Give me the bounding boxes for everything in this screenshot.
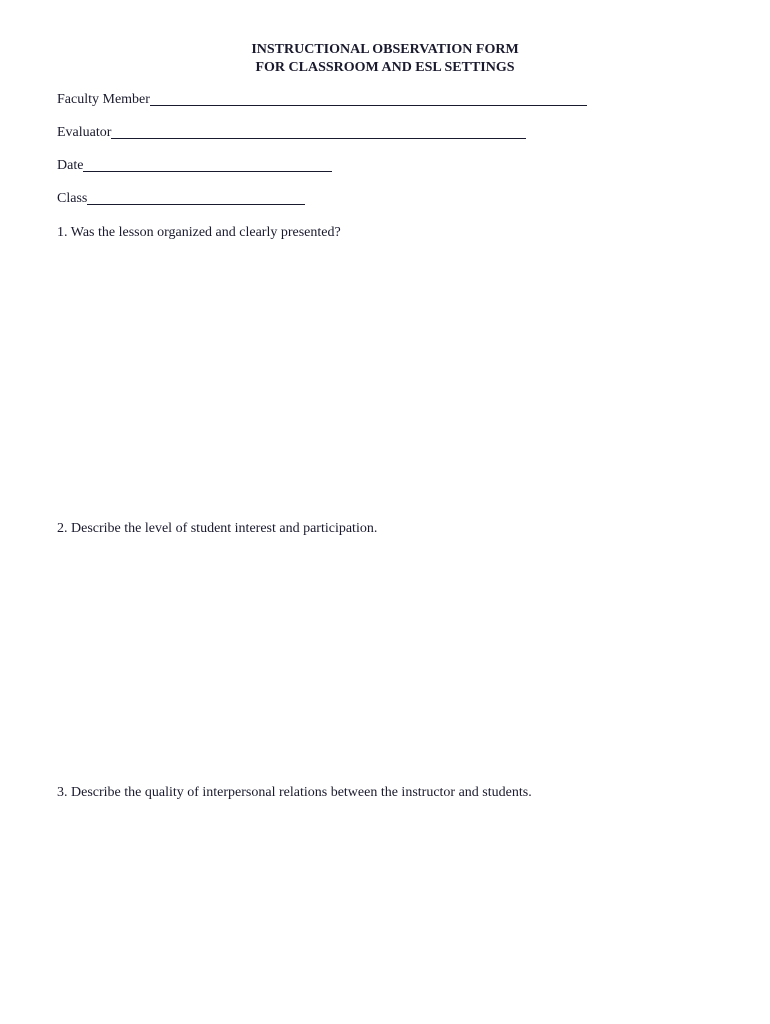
- question-1: 1. Was the lesson organized and clearly presented?: [57, 225, 341, 240]
- date-field: [57, 157, 332, 175]
- date-input[interactable]: [83, 158, 332, 172]
- faculty-member-field: [57, 91, 587, 109]
- class-field: [57, 190, 305, 208]
- evaluator-field: [57, 124, 526, 142]
- faculty-member-input[interactable]: [150, 92, 587, 106]
- evaluator-label: Evaluator: [57, 125, 112, 140]
- answer-area-3[interactable]: [57, 806, 713, 1006]
- question-3: 3. Describe the quality of interpersonal relations between the instructor and students.: [57, 785, 532, 800]
- question-2: 2. Describe the level of student interest and participation.: [57, 521, 378, 536]
- evaluator-input[interactable]: [111, 125, 526, 139]
- class-label: Class: [57, 191, 88, 206]
- class-input[interactable]: [87, 191, 305, 205]
- answer-area-1[interactable]: [57, 246, 713, 510]
- faculty-member-label: Faculty Member: [57, 92, 150, 107]
- answer-area-2[interactable]: [57, 542, 713, 774]
- form-title-line-2: FOR CLASSROOM AND ESL SETTINGS: [255, 60, 515, 75]
- date-label: Date: [57, 158, 84, 173]
- form-title-line-1: INSTRUCTIONAL OBSERVATION FORM: [251, 42, 519, 57]
